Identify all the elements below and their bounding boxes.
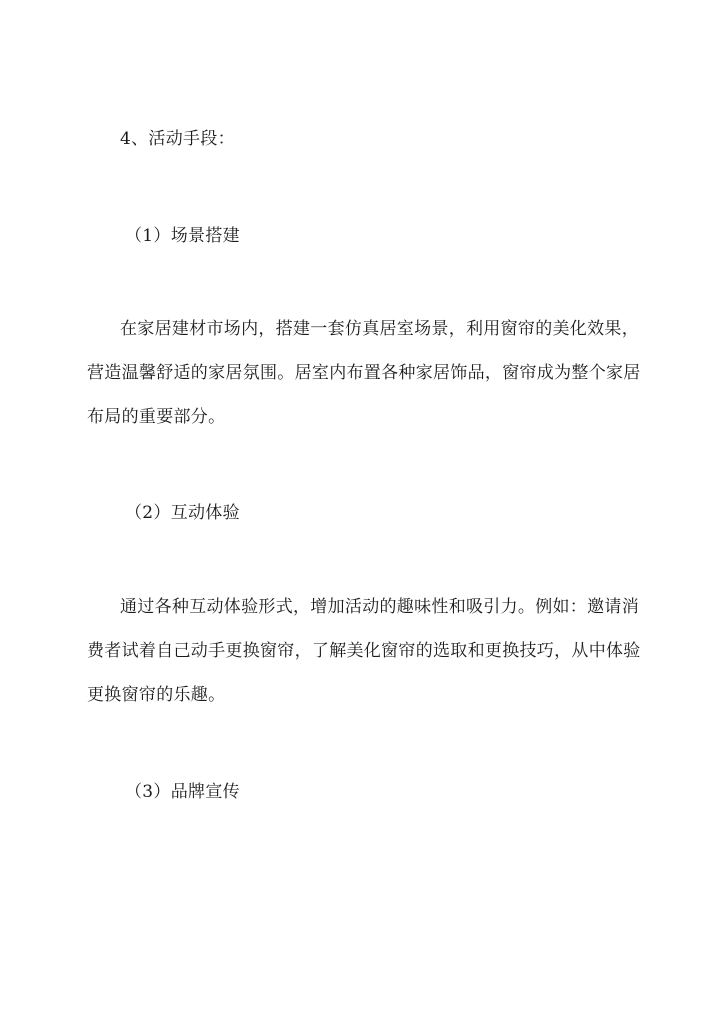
- paragraph-line: 营造温馨舒适的家居氛围。居室内布置各种家居饰品，窗帘成为整个家居: [87, 363, 641, 383]
- paragraph-line: 在家居建材市场内，搭建一套仿真居室场景，利用窗帘的美化效果，: [120, 319, 639, 339]
- paragraph-line: 通过各种互动体验形式，增加活动的趣味性和吸引力。例如：邀请消: [120, 597, 639, 617]
- paragraph-line: 费者试着自己动手更换窗帘，了解美化窗帘的选取和更换技巧，从中体验: [87, 641, 641, 661]
- section-heading: 4、活动手段：: [120, 129, 235, 149]
- subsection-title-interactive-experience: （2）互动体验: [125, 503, 240, 523]
- paragraph-line: 布局的重要部分。: [87, 407, 226, 427]
- paragraph-line: 更换窗帘的乐趣。: [87, 685, 226, 705]
- subsection-title-brand-promotion: （3）品牌宣传: [125, 782, 240, 802]
- subsection-title-scene-building: （1）场景搭建: [125, 226, 240, 246]
